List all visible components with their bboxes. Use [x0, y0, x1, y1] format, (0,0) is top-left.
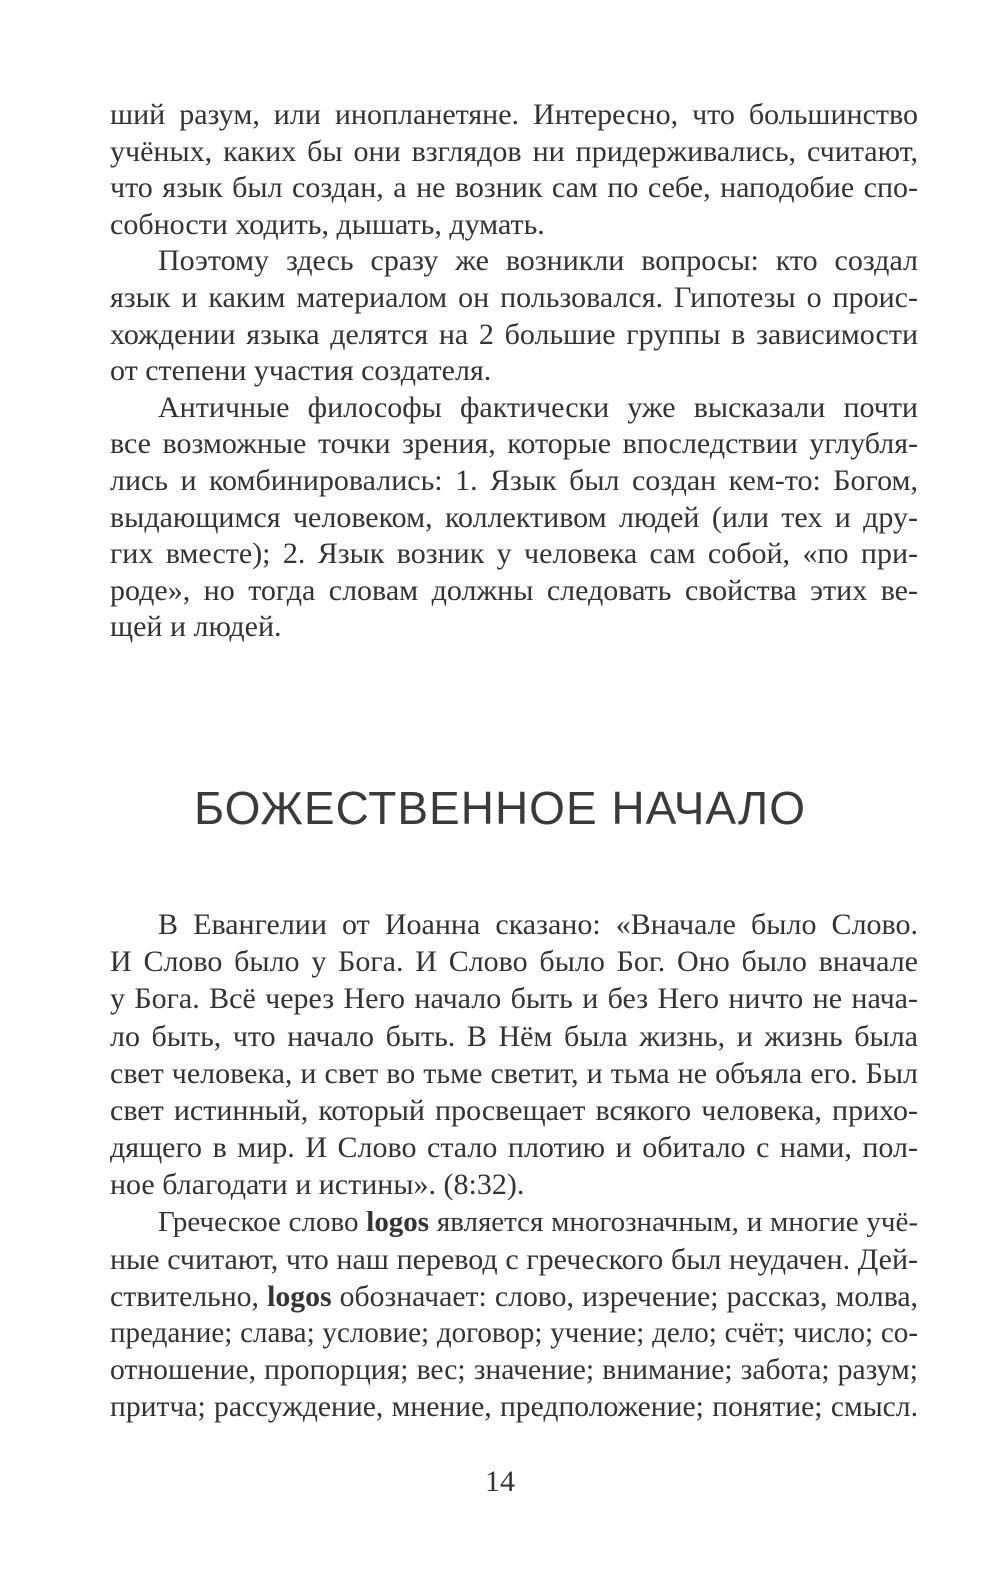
- text-block-top: [110, 97, 918, 646]
- text-line: лись и комбинировались: 1. Язык был создан кем-то: Богом,: [110, 463, 918, 497]
- text-line: все возможные точки зрения, которые впоследствии углубля-: [110, 427, 918, 461]
- text-fragment: обозначает: слово, изречение; рассказ, молва,: [331, 1279, 918, 1313]
- text-line: щей и людей.: [110, 610, 282, 644]
- text-line: у Бога. Всё через Него начало быть и без Него ничто не нача-: [110, 982, 918, 1016]
- text-line: И Слово было у Бога. И Слово было Бог. Оно было вначале: [110, 945, 918, 979]
- section-heading: БОЖЕСТВЕННОЕ НАЧАЛО: [193, 782, 807, 834]
- text-line: выдающимся человеком, коллективом людей (или тех и дру-: [110, 500, 918, 534]
- text-line: Античные философы фактически уже высказали почти: [158, 390, 918, 424]
- text-line: отношение, пропорция; вес; значение; внимание; забота; разум;: [110, 1354, 918, 1387]
- text-line: учёных, каких бы они взглядов ни придерживались, считают,: [110, 134, 918, 168]
- text-line: что язык был создан, а не возник сам по себе, наподобие спо-: [110, 171, 918, 205]
- text-line: ное благодати и истины». (8:32).: [110, 1168, 525, 1202]
- text-line: дящего в мир. И Слово стало плотию и обитало с нами, пол-: [110, 1131, 918, 1165]
- text-block-bottom: [110, 906, 918, 1427]
- text-line: ные считают, что наш перевод с греческого был неудачен. Дей-: [110, 1242, 918, 1276]
- text-line: Поэтому здесь сразу же возникли вопросы: кто создал: [158, 244, 918, 278]
- text-fragment: ствительно,: [110, 1279, 268, 1313]
- logos-term: logos: [267, 1279, 332, 1313]
- page-number: 14: [485, 1465, 515, 1498]
- text-line: предание; слава; условие; договор; учение; дело; счёт; число; со-: [110, 1317, 918, 1350]
- logos-term: logos: [366, 1205, 430, 1238]
- text-fragment: является многозначным, и многие учё-: [429, 1205, 918, 1238]
- text-line: ший разум, или инопланетяне. Интересно, что большинство: [110, 98, 918, 131]
- text-line: от степени участия создателя.: [110, 354, 492, 388]
- text-line: язык и каким материалом он пользовался. Гипотезы о проис-: [110, 280, 918, 314]
- text-line: притча; рассуждение, мнение, предположение; понятие; смысл.: [110, 1391, 918, 1424]
- text-line: свет человека, и свет во тьме светит, и тьма не объяла его. Был: [110, 1056, 918, 1090]
- text-line: В Евангелии от Иоанна сказано: «Вначале было Слово.: [158, 908, 918, 941]
- text-line: свет истинный, который просвещает всякого человека, прихо-: [110, 1093, 918, 1127]
- text-line: ло быть, что начало быть. В Нём была жизнь, и жизнь была: [110, 1019, 918, 1053]
- text-line: [110, 1204, 918, 1241]
- text-line: хождении языка делятся на 2 большие группы в зависимости: [110, 317, 918, 351]
- text-line: гих вместе); 2. Язык возник у человека сам собой, «по при-: [110, 537, 918, 571]
- text-line: роде», но тогда словам должны следовать свойства этих ве-: [110, 573, 918, 607]
- text-line: собности ходить, дышать, думать.: [110, 207, 545, 241]
- text-fragment: Греческое слово: [158, 1205, 367, 1238]
- text-line: [110, 1278, 918, 1315]
